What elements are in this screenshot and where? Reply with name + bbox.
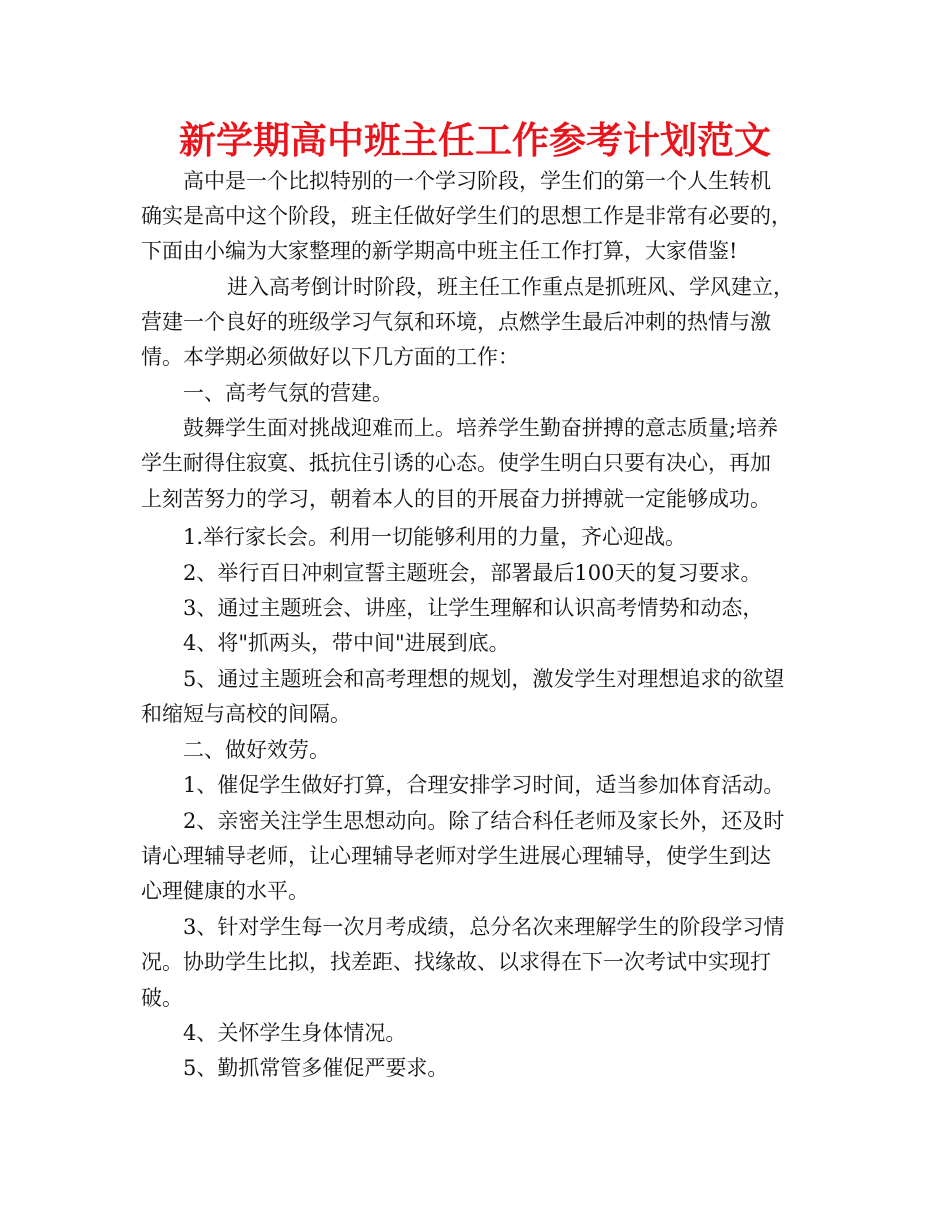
section-heading: 二、做好效劳。: [183, 738, 330, 762]
document-title: 新学期高中班主任工作参考计划范文: [179, 119, 771, 162]
section-heading: 一、高考气氛的营建。: [183, 381, 393, 405]
list-item: 1、催促学生做好打算，合理安排学习时间，适当参加体育活动。: [183, 773, 785, 797]
text-line: 破。: [141, 986, 183, 1010]
text-line: 高中是一个比拟特别的一个学习阶段，学生们的第一个人生转机: [183, 169, 771, 193]
list-item: 5、通过主题班会和高考理想的规划，激发学生对理想追求的欲望: [183, 667, 785, 691]
list-item: 2、亲密关注学生思想动向。除了结合科任老师及家长外，还及时: [183, 809, 785, 833]
text-line: 营建一个良好的班级学习气氛和环境，点燃学生最后冲刺的热情与激: [141, 310, 771, 334]
text-line: 学生耐得住寂寞、抵抗住引诱的心态。使学生明白只要有决心，再加: [141, 451, 771, 475]
list-item: 1.举行家长会。利用一切能够利用的力量，齐心迎战。: [183, 525, 687, 549]
text-line: 和缩短与高校的间隔。: [141, 702, 351, 726]
list-item: 4、将"抓两头，带中间"进展到底。: [183, 631, 510, 655]
list-item: 5、勤抓常管多催促严要求。: [183, 1056, 449, 1080]
text-line: 况。协助学生比拟，找差距、找缘故、以求得在下一次考试中实现打: [141, 950, 771, 974]
list-item: 4、关怀学生身体情况。: [183, 1021, 407, 1045]
text-line: 情。本学期必须做好以下几方面的工作：: [141, 345, 519, 369]
text-line: 请心理辅导老师，让心理辅导老师对学生进展心理辅导，使学生到达: [141, 844, 771, 868]
text-line: 确实是高中这个阶段，班主任做好学生们的思想工作是非常有必要的，: [141, 204, 792, 228]
list-item: 2、举行百日冲刺宣誓主题班会，部署最后100天的复习要求。: [183, 561, 762, 585]
text-line: 鼓舞学生面对挑战迎难而上。培养学生勤奋拼搏的意志质量;培养: [183, 416, 779, 440]
text-line: 下面由小编为大家整理的新学期高中班主任工作打算，大家借鉴!: [141, 239, 738, 263]
text-line: 进入高考倒计时阶段，班主任工作重点是抓班风、学风建立，: [227, 275, 794, 299]
text-line: 心理健康的水平。: [141, 879, 309, 903]
list-item: 3、针对学生每一次月考成绩，总分名次来理解学生的阶段学习情: [183, 915, 785, 939]
text-line: 上刻苦努力的学习，朝着本人的目的开展奋力拼搏就一定能够成功。: [141, 487, 771, 511]
list-item: 3、通过主题班会、讲座，让学生理解和认识高考情势和动态，: [183, 596, 764, 620]
